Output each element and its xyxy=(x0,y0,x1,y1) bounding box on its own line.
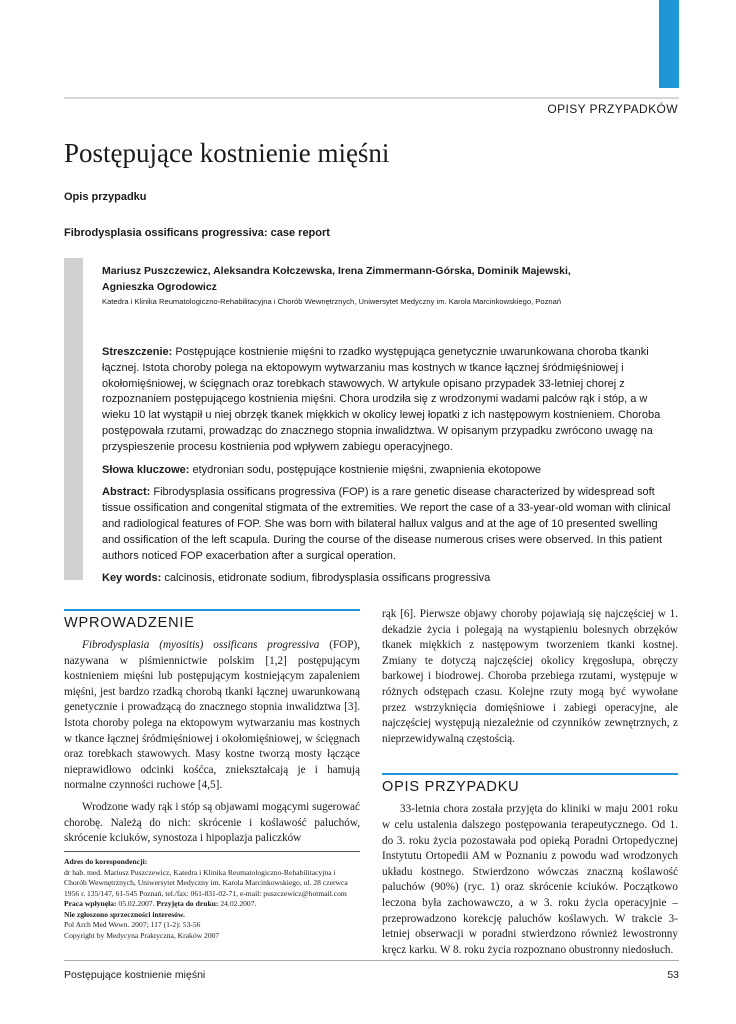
right-column xyxy=(382,607,678,958)
keywords-en-text: calcinosis, etidronate sodium, fibrodysplasia ossificans progressiva xyxy=(164,572,491,585)
english-title: Fibrodysplasia ossificans progressiva: case report xyxy=(64,227,330,239)
dates-line xyxy=(64,899,360,910)
section-label: OPISY PRZYPADKÓW xyxy=(547,102,678,116)
conflict-statement: Nie zgłoszono sprzeczności interesów. xyxy=(64,909,185,919)
correspondence-label: Adres do korespondencji: xyxy=(64,857,148,866)
page-number: 53 xyxy=(667,969,679,981)
header-divider xyxy=(64,97,679,99)
copyright: Copyright by Medycyna Praktyczna, Kraków 2007 xyxy=(64,930,220,940)
affiliation: Katedra i Klinika Reumatologiczno-Rehabilitacyjna i Chorób Wewnętrznych, Uniwersytet Medyczny im. Karola Marcinkowskiego, Poznań xyxy=(102,297,562,306)
article-title: Postępujące kostnienie mięśni xyxy=(64,138,390,168)
streszczenie-label: Streszczenie: xyxy=(102,346,173,358)
intro-paragraph-1-text: (FOP), nazywana w piśmiennictwie polskim [1,2] postępującym kostnieniem mięśni lub postępującym kostniejącym zapaleniem mięśni, jest bardzo rzadką chorobą tkanki łącznej uwarunkowaną genetycznie i prowadzącą do znacznego stopnia inwalidztwa [3]. Istota choroby polega na ektopowym wytwarzaniu mas kostnych w tkance łącznej śródmięśniowej i okołomięśniowej, w ścięgnach oraz torebkach stawowych. Masy kostne tworzą mosty łączące nieprawidłowo odcinki kośćca, zniekształcają je i hamują normalne czynności ruchowe [4,5]. xyxy=(64,639,360,792)
intro-paragraph-3: rąk [6]. Pierwsze objawy choroby pojawiają się najczęściej w 1. dekadzie życia i polegają na wystąpieniu bolesnych obrzęków tkanek miękkich z następowym tworzeniem tkanki kostnej. Zmiany te dotyczą najczęściej okolicy kręgosłupa, obręczy barkowej i biodrowej. Choroba przebiega rzutami, występuje w różnych odstępach czasu. Kolejne rzuty mogą być wywołane przez wstrzyknięcia domięśniowe i zabiegi operacyjne, ale najczęściej występują niezależnie od czynników zewnętrznych, z nieprzewidywalną częstością. xyxy=(382,608,678,745)
keywords-pl-text: etydronian sodu, postępujące kostnienie mięśni, zwapnienia ekotopowe xyxy=(192,463,542,476)
abstract-block xyxy=(102,345,678,594)
keywords-en-paragraph xyxy=(102,571,678,587)
received-label: Praca wpłynęła: xyxy=(64,899,117,908)
keywords-pl-label: Słowa kluczowe: xyxy=(102,463,190,476)
correspondence-block xyxy=(64,851,360,941)
accepted-label: Przyjęta do druku: xyxy=(156,899,219,908)
intro-paragraph-2: Wrodzone wady rąk i stóp są objawami mogącymi sugerować chorobę. Należą do nich: skrócenie i koślawość paluchów, skrócenie kciuków, synostoza i hipoplazja paliczków xyxy=(64,800,360,845)
case-heading-rule xyxy=(382,773,678,775)
footer-divider xyxy=(64,960,679,961)
abstract-en-paragraph xyxy=(102,485,678,564)
intro-paragraph-1 xyxy=(64,638,360,794)
intro-heading: WPROWADZENIE xyxy=(64,615,195,631)
keywords-pl-paragraph xyxy=(102,463,678,479)
abstract-en-label: Abstract: xyxy=(102,486,151,499)
case-paragraph-1: 33-letnia chora została przyjęta do kliniki w maju 2001 roku w celu ustalenia dalszego postępowania terapeutycznego. Od 1. do 3. roku życia pozostawała pod opieką Poradni Ortopedycznej Instytutu Ortopedii AM w Poznaniu z powodu wad wrodzonych układu kostnego. Stwierdzono wówczas znaczną koślawość paluchów (90%) (ryc. 1) oraz skrócenie kciuków. Początkowo leczona była zachowawczo, a w 3. roku życia operacyjnie – przeprowadzono korekcję paluchów koślawych. W trakcie 3-letniej obserwacji w poradni stwierdzono również lewostronny kręcz karku. W 8. roku życia rozpoznano obustronny niedosłuch. xyxy=(382,803,678,956)
footer-running-title: Postępujące kostnienie mięśni xyxy=(64,969,206,981)
authors-line-2: Agnieszka Ogrodowicz xyxy=(102,281,217,293)
authors-line-1: Mariusz Puszczewicz, Aleksandra Kołczewska, Irena Zimmermann-Górska, Dominik Majewski, xyxy=(102,265,571,277)
intro-heading-rule xyxy=(64,609,360,611)
accepted-value: 24.02.2007. xyxy=(220,899,257,908)
authors xyxy=(102,263,662,295)
intro-latin-name: Fibrodysplasia (myositis) ossificans progressiva xyxy=(82,639,320,651)
citation: Pol Arch Med Wewn. 2007; 117 (1-2): 53-56 xyxy=(64,920,201,929)
streszczenie-text: Postępujące kostnienie mięśni to rzadko występująca genetycznie uwarunkowana choroba tkanki łącznej. Istota choroby polega na ektopowym wytwarzaniu mas kostnych w tkance łącznej śródmięśniowej i okołomięśniowej, w ścięgnach oraz torebkach stawowych. W artykule opisano przypadek 33-letniej chorej z rozpoznaniem postępującego kostnienia mięśni. Chora urodziła się z wrodzonymi wadami palców rąk i stóp, a w wieku 10 lat wystąpił u niej obrzęk tkanek miękkich w okolicy lewej łopatki z ich następowym kostnieniem. Choroba postępowała rzutami, prowadząc do znacznego stopnia inwalidztwa. W opisanym przypadku zwrócono uwagę na przyspieszenie procesu kostnienia pod wpływem zabiegu operacyjnego. xyxy=(102,346,661,453)
abstract-en-text: Fibrodysplasia ossificans progressiva (FOP) is a rare genetic disease characterized by widespread soft tissue ossification and congenital stigmata of the extremities. We report the case of a 33-year-old woman with clinical and radiological features of FOP. She was born with bilateral hallux valgus and at the age of 10 presented swelling and ossification of the left scapula. During the course of the disease numerous crises were observed. In this patient authors noticed FOP exacerbation after a surgical operation. xyxy=(102,486,671,562)
left-column xyxy=(64,609,360,847)
abstract-side-bar xyxy=(64,258,83,580)
journal-accent-bar xyxy=(659,0,679,88)
article-subtitle: Opis przypadku xyxy=(64,191,147,203)
correspondence-text: dr hab. med. Mariusz Puszczewicz, Katedra i Klinika Reumatologiczno-Rehabilitacyjna i Chorób Wewnętrznych, Uniwersytet Medyczny im. Karola Marcinkowskiego, ul. 28 czerwca 1956 r. 135/147, 61-545 Poznań, tel./fax: 061-831-02-71, e-mail: puszczewicz@hotmail.com xyxy=(64,867,348,898)
streszczenie-paragraph xyxy=(102,345,678,456)
case-heading: OPIS PRZYPADKU xyxy=(382,779,520,796)
received-value: 05.02.2007. xyxy=(118,899,155,908)
keywords-en-label: Key words: xyxy=(102,572,162,585)
